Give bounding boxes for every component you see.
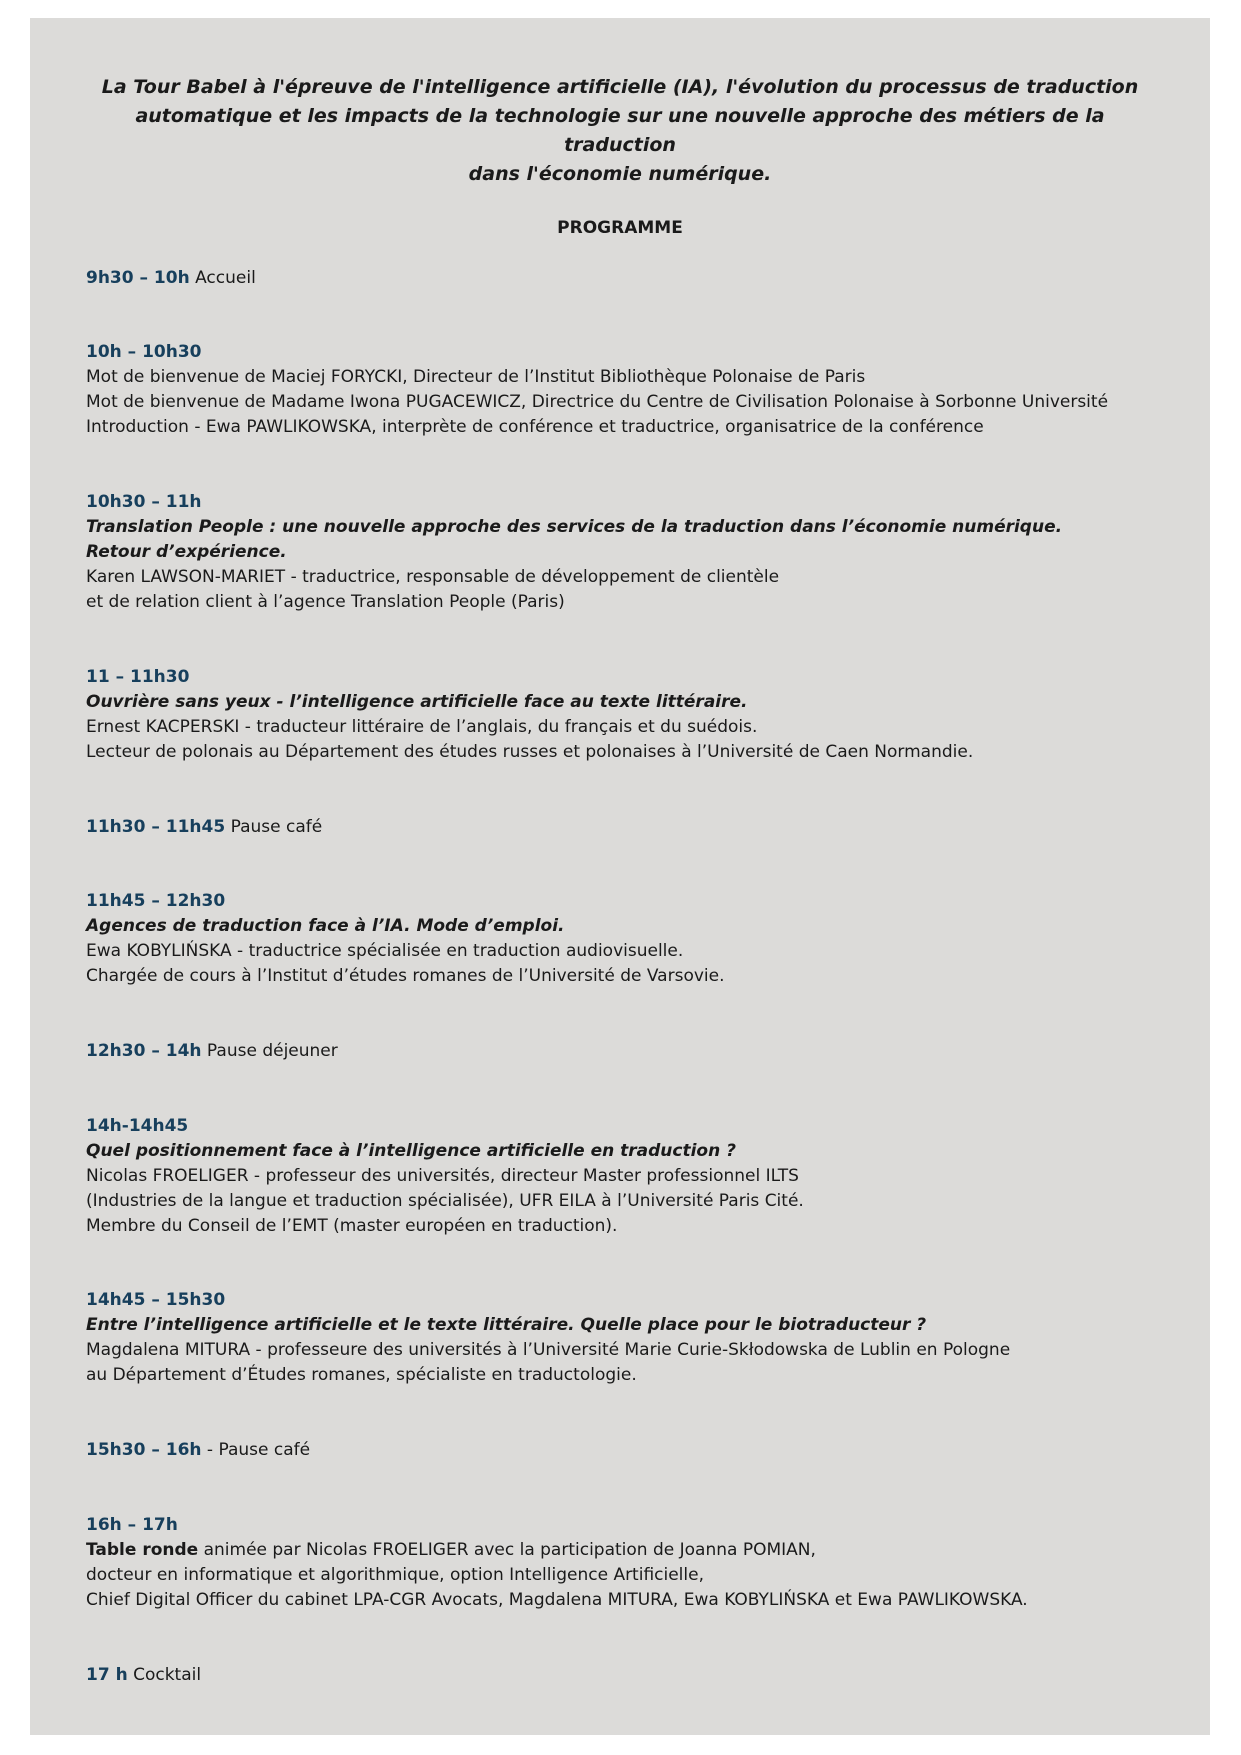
- session-line: Karen LAWSON-MARIET - traductrice, responsable de développement de clientèle: [86, 567, 780, 587]
- session-line: (Industries de la langue et traduction spécialisée), UFR EILA à l’Université Paris Cité.: [86, 1191, 804, 1211]
- session-line: Ernest KACPERSKI - traducteur littéraire de l’anglais, du français et du suédois.: [86, 717, 758, 737]
- session-line: Mot de bienvenue de Madame Iwona PUGACEWICZ, Directrice du Centre de Civilisation Polonaise à Sorbonne Université: [86, 392, 1109, 412]
- talk-subtitle: Retour d’expérience.: [86, 542, 287, 562]
- session-opening: [86, 340, 1196, 440]
- session-line: Lecteur de polonais au Département des études russes et polonaises à l’Université de Caen Normandie.: [86, 742, 974, 762]
- session-line: Membre du Conseil de l’EMT (master européen en traduction).: [86, 1216, 618, 1236]
- session-line: au Département d’Études romanes, spécialiste en traductologie.: [86, 1365, 637, 1385]
- session-line: Chief Digital Officer du cabinet LPA-CGR Avocats, Magdalena MITURA, Ewa KOBYLIŃSKA et Ewa PAWLIKOWSKA.: [86, 1590, 1028, 1610]
- session-line: Ewa KOBYLIŃSKA - traductrice spécialisée en traduction audiovisuelle.: [86, 941, 684, 961]
- talk-title: Ouvrière sans yeux - l’intelligence artificielle face au texte littéraire.: [86, 692, 748, 712]
- session-time: 10h30 – 11h: [86, 492, 202, 512]
- session-text: - Pause café: [201, 1440, 311, 1460]
- session-time: 11 – 11h30: [86, 667, 190, 687]
- title-line: dans l'économie numérique.: [468, 163, 772, 185]
- talk-title: Quel positionnement face à l’intelligence artificielle en traduction ?: [86, 1141, 736, 1161]
- session-line: Introduction - Ewa PAWLIKOWSKA, interprète de conférence et traductrice, organisatrice de la conférence: [86, 417, 984, 437]
- session-agences: [86, 889, 1196, 989]
- session-line: docteur en informatique et algorithmique, option Intelligence Artificielle,: [86, 1565, 704, 1585]
- session-time: 11h45 – 12h30: [86, 891, 226, 911]
- talk-title: Agences de traduction face à l’IA. Mode d’emploi.: [86, 916, 565, 936]
- session-line: Chargée de cours à l’Institut d’études romanes de l’Université de Varsovie.: [86, 966, 725, 986]
- session-text: animée par Nicolas FROELIGER avec la participation de Joanna POMIAN,: [198, 1540, 816, 1560]
- session-cocktail: [86, 1663, 1196, 1688]
- session-round-table: [86, 1513, 1196, 1613]
- session-positionnement: [86, 1114, 1196, 1239]
- session-line: et de relation client à l’agence Translation People (Paris): [86, 592, 565, 612]
- session-time: 14h-14h45: [86, 1116, 189, 1136]
- session-text: Accueil: [189, 268, 256, 288]
- round-table-label: Table ronde: [86, 1540, 199, 1560]
- session-time: 11h30 – 11h45: [86, 817, 226, 837]
- session-time: 17 h: [86, 1665, 128, 1685]
- programme-heading: PROGRAMME: [557, 218, 683, 238]
- session-line: Mot de bienvenue de Maciej FORYCKI, Directeur de l’Institut Bibliothèque Polonaise de Paris: [86, 367, 866, 387]
- programme-page: [30, 18, 1210, 1735]
- title-line: automatique et les impacts de la technologie sur une nouvelle approche des métiers de la traduction: [135, 105, 1105, 156]
- session-welcome: [86, 266, 1196, 291]
- session-time: 14h45 – 15h30: [86, 1290, 226, 1310]
- session-text: Cocktail: [127, 1665, 202, 1685]
- session-time: 10h – 10h30: [86, 342, 202, 362]
- session-line: Magdalena MITURA - professeure des universités à l’Université Marie Curie-Skłodowska de Lublin en Pologne: [86, 1340, 1011, 1360]
- talk-title: Translation People : une nouvelle approche des services de la traduction dans l’économie numérique.: [86, 517, 1063, 537]
- session-time: 15h30 – 16h: [86, 1440, 202, 1460]
- session-biotraducteur: [86, 1288, 1196, 1388]
- title-line: La Tour Babel à l'épreuve de l'intelligence artificielle (IA), l'évolution du processus de traduction: [101, 76, 1139, 98]
- session-coffee-break-2: [86, 1438, 1196, 1463]
- session-ouvriere: [86, 665, 1196, 765]
- session-time: 16h – 17h: [86, 1515, 178, 1535]
- session-text: Pause déjeuner: [201, 1041, 338, 1061]
- session-coffee-break: [86, 815, 1196, 840]
- session-line: Nicolas FROELIGER - professeur des universités, directeur Master professionnel ILTS: [86, 1166, 799, 1186]
- session-text: Pause café: [225, 817, 323, 837]
- document-title: [90, 73, 1150, 189]
- session-time: 9h30 – 10h: [86, 268, 190, 288]
- session-lunch: [86, 1039, 1196, 1064]
- session-time: 12h30 – 14h: [86, 1041, 202, 1061]
- session-translation-people: [86, 490, 1196, 615]
- talk-title: Entre l’intelligence artificielle et le texte littéraire. Quelle place pour le biotraducteur ?: [86, 1315, 927, 1335]
